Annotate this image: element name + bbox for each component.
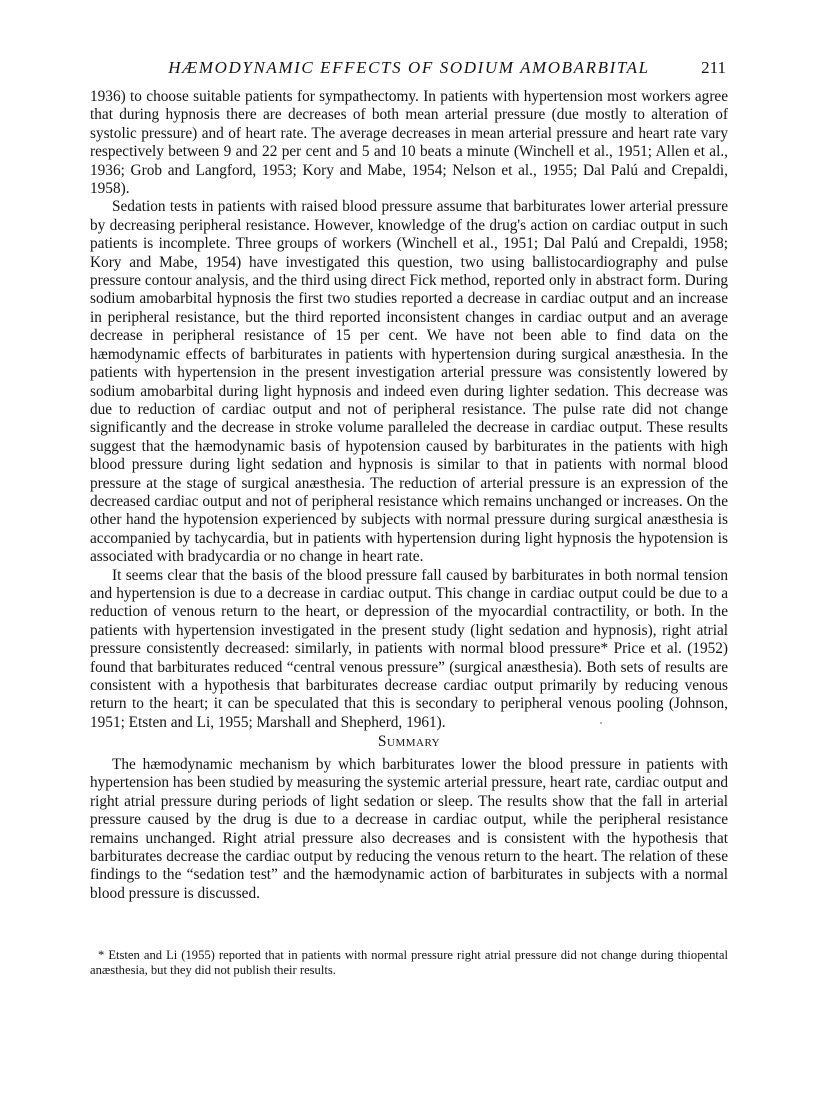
summary-heading: Summary [377,733,441,750]
body-paragraph-1: 1936) to choose suitable patients for sympathectomy. In patients with hypertension most workers agree that during hypnosis there are decreases of both mean arterial pressure (due mostly to alteration of systolic pressure) and of heart rate. The average decreases in mean arterial pressure and heart rate vary respectively between 9 and 22 per cent and 5 and 10 beats a minute (Winchell et al., 1951; Allen et al., 1936; Grob and Langford, 1953; Kory and Mabe, 1954; Nelson et al., 1955; Dal Palú and Crepaldi, 1958). [90,88,728,198]
running-header [90,58,728,82]
summary-section [90,756,728,903]
running-title: HÆMODYNAMIC EFFECTS OF SODIUM AMOBARBITAL [168,58,650,77]
page-number: 211 [701,58,726,77]
body-paragraph-3: It seems clear that the basis of the blood pressure fall caused by barbiturates in both normal tension and hypertension is due to a decrease in cardiac output. This change in cardiac output could be due to a reduction of venous return to the heart, or depression of the myocardial contractility, or both. In the patients with hypertension investigated in the present study (light sedation and hypnosis), right atrial pressure consistently decreased: similarly, in patients with normal blood pressure* Price et al. (1952) found that barbiturates reduced “central venous pressure” (surgical anæsthesia). Both sets of results are consistent with a hypothesis that barbiturates decrease cardiac output primarily by reducing venous return to the heart; it can be speculated that this is secondary to peripheral venous pooling (Johnson, 1951; Etsten and Li, 1955; Marshall and Shepherd, 1961). [90,566,728,731]
footnote [90,948,728,978]
footnote-text: * Etsten and Li (1955) reported that in patients with normal pressure right atrial pressure did not change during thiopental anæsthesia, but they did not publish their results. [90,948,728,977]
main-text [90,88,728,732]
scan-speck [600,722,602,724]
body-paragraph-2: Sedation tests in patients with raised blood pressure assume that barbiturates lower arterial pressure by decreasing peripheral resistance. However, knowledge of the drug's action on cardiac output in such patients is incomplete. Three groups of workers (Winchell et al., 1951; Dal Palú and Crepaldi, 1958; Kory and Mabe, 1954) have investigated this question, two using ballistocardiography and pulse pressure contour analysis, and the third using direct Fick method, reported only in abstract form. During sodium amobarbital hypnosis the first two studies reported a decrease in cardiac output and an increase in peripheral resistance, but the third reported inconsistent changes in cardiac output and an average decrease in peripheral resistance of 15 per cent. We have not been able to find data on the hæmodynamic effects of barbiturates in patients with hypertension during surgical anæsthesia. In the patients with hypertension in the present investigation arterial pressure was consistently lowered by sodium amobarbital during light hypnosis and indeed even during lighter sedation. This decrease was due to reduction of cardiac output and not of peripheral resistance. The pulse rate did not change significantly and the decrease in stroke volume paralleled the decrease in cardiac output. These results suggest that the hæmodynamic basis of hypotension caused by barbiturates in the patients with high blood pressure during light sedation and hypnosis is similar to that in patients with normal blood pressure at the stage of surgical anæsthesia. The reduction of arterial pressure is an expression of the decreased cardiac output and not of peripheral resistance which remains unchanged or increases. On the other hand the hypotension experienced by subjects with normal pressure during surgical anæsthesia is accompanied by tachycardia, but in patients with hypertension during light hypnosis the hypotension is associated with bradycardia or no change in heart rate. [90,198,728,566]
summary-paragraph: The hæmodynamic mechanism by which barbiturates lower the blood pressure in patients with hypertension has been studied by measuring the systemic arterial pressure, heart rate, cardiac output and right atrial pressure during periods of light sedation or sleep. The results show that the fall in arterial pressure caused by the drug is due to a decrease in cardiac output, while the peripheral resistance remains unchanged. Right atrial pressure also decreases and is consistent with the hypothesis that barbiturates decrease the cardiac output by reducing the venous return to the heart. The relation of these findings to the “sedation test” and the hæmodynamic action of barbiturates in subjects with a normal blood pressure is discussed. [90,756,728,902]
